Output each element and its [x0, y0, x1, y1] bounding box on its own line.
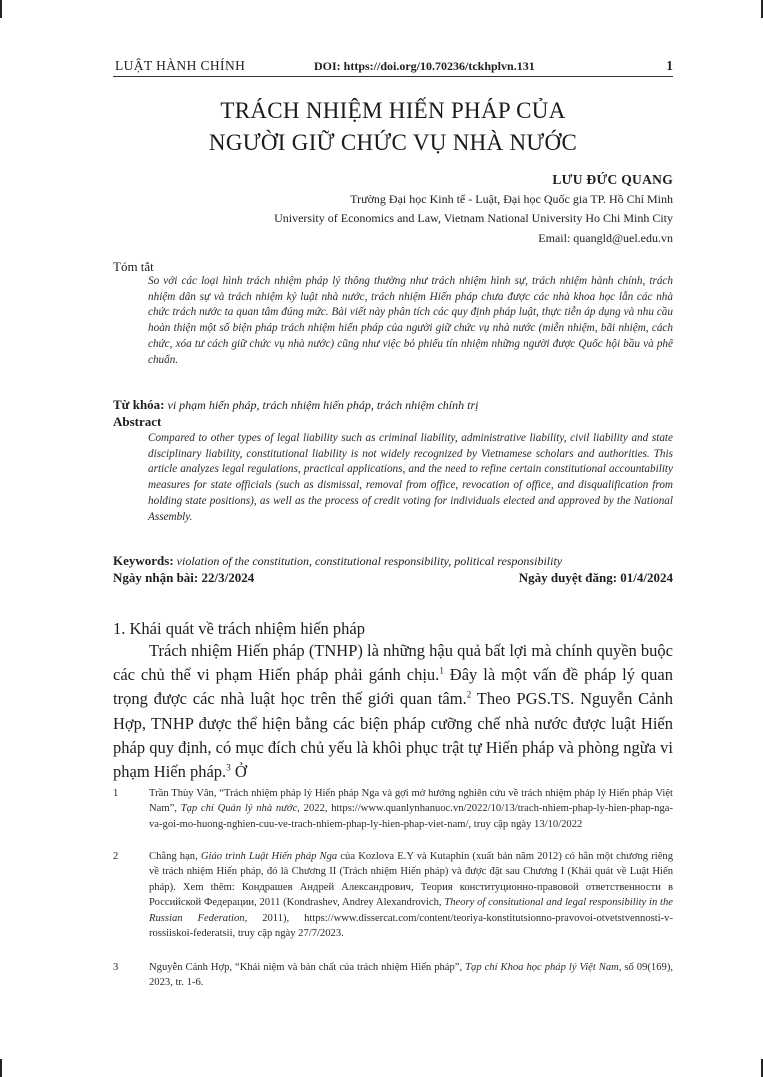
- footnote-2: [113, 849, 673, 941]
- keywords-en-label: Keywords:: [113, 553, 174, 568]
- footnote-url[interactable]: , 2022, https://www.quanlynhanuoc.vn/2022/10/13/trach-nhiem-phap-ly-hien-phap-nga-va-goi-mo-huong-nghien-cuu-ve-trach-nhiem-phap-ly-hien-phap-viet-nam/, truy cập ngày 13/10/2022: [149, 803, 674, 830]
- footnote-ref-1[interactable]: 1: [439, 665, 444, 676]
- header-rule: [113, 76, 673, 77]
- footnote-ref-3[interactable]: 3: [226, 762, 231, 773]
- body-text-b: Đây là một vấn đề pháp lý quan trọng được các nhà luật học trên thế giới quan tâm.: [113, 665, 673, 709]
- author-name: LƯU ĐỨC QUANG: [552, 172, 673, 187]
- footnote-number: 3: [113, 962, 119, 973]
- body-text-d: Ở: [230, 762, 247, 782]
- abstract-label-text: Abstract: [113, 414, 162, 429]
- footnote-number: 1: [113, 788, 119, 799]
- footnote-source: Theory of consitutional and legal responsibility in the Russian Federation: [149, 897, 673, 924]
- abstract-text: Compared to other types of legal liability such as criminal liability, administrative liability, civil liability and state disciplinary liability, constitutional liability is not widely recognized by Vietnamese scholars and authorities. This article analyzes legal regulations, practical applications, and the need to refine certain constitutional accountability measures for state officials (such as dismissal, removal from office, revocation of office, and disqualification from holding state positions), as well as the process of credit voting for individuals elected and approved by the National Assembly.: [148, 432, 673, 523]
- footnote-text: , số 09(169), 2023, tr. 1-6.: [149, 962, 673, 989]
- body-text-c: Theo PGS.TS. Nguyễn Cảnh Hợp, TNHP được thể hiện bằng các biện pháp cưỡng chế nhà nước được luật Hiến pháp quy định, có mục đích chủ yếu là khôi phục trật tự Hiến pháp và phòng ngừa vi phạm Hiến pháp.: [113, 689, 673, 782]
- footnote-source: Tạp chí Quản lý nhà nước: [180, 803, 298, 815]
- keywords-en-text: violation of the constitution, constitutional responsibility, political responsibility: [176, 554, 563, 568]
- section-heading: 1. Khái quát về trách nhiệm hiến pháp: [113, 619, 366, 638]
- article-title: [113, 95, 673, 159]
- body-text-a: Trách nhiệm Hiến pháp (TNHP) là những hậu quả bất lợi mà chính quyền buộc các chủ thể vi phạm Hiến pháp phải gánh chịu.: [113, 641, 673, 685]
- affiliation-vi: Trường Đại học Kinh tế - Luật, Đại học Quốc gia TP. Hồ Chí Minh: [350, 192, 673, 206]
- footnote-ref-2[interactable]: 2: [466, 689, 472, 700]
- footnote-3: [113, 960, 673, 991]
- keywords-vi-label: Từ khóa:: [113, 397, 165, 412]
- article-dates: [113, 570, 673, 586]
- keywords-en: [113, 553, 562, 569]
- footnote-1: [113, 786, 673, 832]
- footnote-source: Giáo trình Luật Hiến pháp Nga: [200, 851, 338, 862]
- footnote-source: Tạp chí Khoa học pháp lý Việt Nam: [465, 962, 619, 973]
- running-header: [115, 58, 673, 76]
- page-number: 1: [666, 58, 673, 73]
- summary-label: Tóm tắt: [113, 259, 154, 274]
- summary-text: So với các loại hình trách nhiệm pháp lý thông thường như trách nhiệm hình sự, trách nhiệm hành chính, trách nhiệm dân sự và trách nhiệm kỷ luật nhà nước, trách nhiệm Hiến pháp chưa được các nhà khoa học lẫn các nhà chức trách nước ta quan tâm đúng mức. Bài viết này phân tích các quy định pháp luật, thực tiễn áp dụng và nhu cầu hoàn thiện một số biện pháp trách nhiệm hiến pháp của người giữ chức vụ nhà nước (miễn nhiệm, bãi nhiệm, cách chức, xóa tư cách giữ chức vụ nhà nước) cũng như việc bỏ phiếu tín nhiệm những người được Quốc hội bầu và phê chuẩn.: [148, 275, 673, 366]
- received-date: Ngày nhận bài: 22/3/2024: [113, 570, 255, 585]
- crop-mark: [0, 1059, 2, 1077]
- footnote-text: Chẳng hạn,: [149, 851, 201, 862]
- footnote-text: của Kozlova E.Y và Kutaphin (xuất bản năm 2012) có hẳn một chương riêng về trách nhiệm Hiến pháp, đó là Chương II (Trách nhiệm Hiến pháp) và được đặt sau Chương I (Khái quát về Luật Hiến pháp). Xem thêm: Кондрашев Андрей Александрович, Теория конституционно-правовой ответственности в Российской Федерации, 2011 (Kondrashev, Andrey Alexandrovich,: [149, 851, 673, 909]
- affiliation-en: University of Economics and Law, Vietnam National University Ho Chi Minh City: [274, 211, 673, 225]
- footnote-url[interactable]: , 2011), https://www.dissercat.com/content/teoriya-konstitutsionno-pravovoi-otvetstvennosti-v-rossiiskoi-federatsii, truy cập ngày 27/7/2023.: [149, 912, 673, 940]
- author-email[interactable]: Email: quangld@uel.edu.vn: [538, 231, 673, 245]
- title-line-2: NGƯỜI GIỮ CHỨC VỤ NHÀ NƯỚC: [208, 130, 578, 155]
- abstract-label: [113, 414, 161, 430]
- journal-section: LUẬT HÀNH CHÍNH: [115, 58, 246, 73]
- crop-mark: [0, 0, 2, 18]
- doi-link[interactable]: DOI: https://doi.org/10.70236/tckhplvn.131: [314, 59, 535, 73]
- footnote-number: 2: [113, 851, 119, 862]
- footnote-text: Nguyễn Cảnh Hợp, “Khái niệm và bản chất của trách nhiệm Hiến pháp”,: [149, 962, 466, 973]
- footnote-text: Trần Thùy Vân, “Trách nhiệm pháp lý Hiến pháp Nga và gợi mở hướng nghiên cứu về trách nhiệm pháp lý Hiến pháp Việt Nam”,: [149, 788, 673, 815]
- accepted-date: Ngày duyệt đăng: 01/4/2024: [518, 570, 673, 585]
- keywords-vi: [113, 397, 478, 413]
- body-paragraph: [113, 639, 673, 784]
- title-line-1: TRÁCH NHIỆM HIẾN PHÁP CỦA: [220, 98, 566, 123]
- keywords-vi-text: vi phạm hiến pháp, trách nhiệm hiến pháp, trách nhiệm chính trị: [167, 398, 479, 412]
